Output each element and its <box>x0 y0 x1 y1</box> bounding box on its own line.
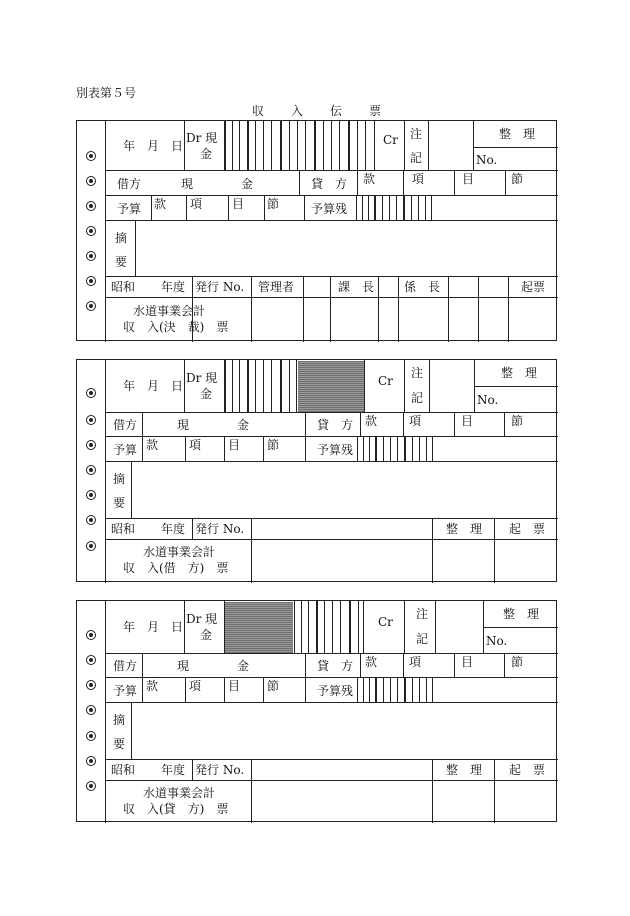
summary-label-2: 要 <box>115 255 128 269</box>
budget-kan-label: 款 <box>146 438 159 452</box>
cash-label: 現 金 <box>177 659 250 673</box>
note-label-2: 記 <box>411 391 424 405</box>
debit-cash-label-2: 金 <box>200 387 213 401</box>
fiscal-year-label: 年度 <box>161 280 186 294</box>
setsu-label: 節 <box>511 172 524 186</box>
binding-hole-icon <box>86 440 96 450</box>
binding-hole-icon <box>86 731 96 741</box>
kan-label: 款 <box>363 172 376 186</box>
debit-label: 借方 <box>117 177 142 191</box>
manager-label: 管理者 <box>258 280 295 294</box>
binding-hole-icon <box>86 756 96 766</box>
budget-label: 予算 <box>117 202 142 216</box>
moku-label: 目 <box>461 655 474 669</box>
kan-label: 款 <box>365 414 378 428</box>
binding-hole-icon <box>86 490 96 500</box>
budget-label: 予算 <box>113 684 138 698</box>
note-label-1: 注 <box>411 366 424 380</box>
budget-kan-label: 款 <box>154 197 167 211</box>
document-title: 収 入 伝 票 <box>252 104 383 118</box>
issue-number-label: 発行 No. <box>195 280 245 294</box>
seiri-footer-label: 整 理 <box>446 763 483 777</box>
date-label: 年 月 日 <box>123 379 184 393</box>
credit-label: Cr <box>378 374 393 388</box>
summary-label-1: 摘 <box>113 472 126 486</box>
budget-kou-label: 項 <box>189 679 202 693</box>
note-label-2: 記 <box>410 151 423 165</box>
binding-hole-icon <box>86 465 96 475</box>
summary-label-2: 要 <box>113 496 126 510</box>
seiri-label: 整 理 <box>499 127 536 141</box>
kou-label: 項 <box>409 655 422 669</box>
debit-cash-label-2: 金 <box>200 628 213 642</box>
cash-label: 現 金 <box>177 418 250 432</box>
budget-kan-label: 款 <box>146 679 159 693</box>
binding-hole-icon <box>86 515 96 525</box>
budget-setsu-label: 節 <box>267 438 280 452</box>
binding-hole-icon <box>86 705 96 715</box>
binding-hole-icon <box>86 226 96 236</box>
fiscal-year-label: 年度 <box>161 522 186 536</box>
showa-label: 昭和 <box>111 763 136 777</box>
binding-hole-icon <box>86 201 96 211</box>
receipt-form-credit <box>76 600 557 822</box>
drafter-label: 起 票 <box>509 763 546 777</box>
setsu-label: 節 <box>511 414 524 428</box>
binding-hole-icon <box>86 655 96 665</box>
binding-hole-icon <box>86 301 96 311</box>
date-label: 年 月 日 <box>123 139 184 153</box>
binding-hole-icon <box>86 781 96 791</box>
budget-remaining-label: 予算残 <box>311 202 348 216</box>
budget-moku-label: 目 <box>232 197 245 211</box>
number-label: No. <box>476 153 498 167</box>
water-works-label: 水道事業会計 <box>143 545 216 559</box>
credit-label-row: 貸 方 <box>317 418 354 432</box>
debit-label: 借方 <box>113 659 138 673</box>
form-number-label: 別表第５号 <box>76 86 137 100</box>
budget-label: 予算 <box>113 443 138 457</box>
debit-cash-label-2: 金 <box>200 147 213 161</box>
slip-type-label: 収 入(貸 方) 票 <box>123 802 229 816</box>
showa-label: 昭和 <box>111 280 136 294</box>
date-label: 年 月 日 <box>123 620 184 634</box>
moku-label: 目 <box>461 414 474 428</box>
setsu-label: 節 <box>511 655 524 669</box>
credit-label: Cr <box>383 133 398 147</box>
summary-label-2: 要 <box>113 737 126 751</box>
budget-setsu-label: 節 <box>267 197 280 211</box>
debit-label: 借方 <box>113 418 138 432</box>
credit-label: Cr <box>378 615 393 629</box>
section-chief-label: 課 長 <box>338 280 375 294</box>
debit-cash-label: Dr 現 <box>186 612 218 626</box>
number-label: No. <box>486 634 508 648</box>
fiscal-year-label: 年度 <box>161 763 186 777</box>
budget-setsu-label: 節 <box>267 679 280 693</box>
budget-kou-label: 項 <box>189 438 202 452</box>
kou-label: 項 <box>412 172 425 186</box>
note-label-1: 注 <box>410 127 423 141</box>
summary-label-1: 摘 <box>115 231 128 245</box>
water-works-label: 水道事業会計 <box>143 786 216 800</box>
kan-label: 款 <box>365 655 378 669</box>
note-label-1: 注 <box>416 607 429 621</box>
number-label: No. <box>477 393 499 407</box>
binding-hole-icon <box>86 176 96 186</box>
binding-hole-icon <box>86 680 96 690</box>
receipt-form-decision <box>76 120 557 341</box>
budget-remaining-label: 予算残 <box>317 684 354 698</box>
binding-hole-icon <box>86 276 96 286</box>
seiri-label: 整 理 <box>501 366 538 380</box>
budget-remaining-label: 予算残 <box>317 443 354 457</box>
summary-label-1: 摘 <box>113 713 126 727</box>
budget-moku-label: 目 <box>228 679 241 693</box>
binding-hole-icon <box>86 388 96 398</box>
seiri-label: 整 理 <box>503 607 540 621</box>
credit-label-row: 貸 方 <box>317 659 354 673</box>
drafter-label: 起 票 <box>509 522 546 536</box>
credit-label-row: 貸 方 <box>311 177 348 191</box>
seiri-footer-label: 整 理 <box>446 522 483 536</box>
debit-cash-label: Dr 現 <box>186 131 218 145</box>
slip-type-label: 収 入(借 方) 票 <box>123 561 229 575</box>
binding-hole-icon <box>86 151 96 161</box>
kou-label: 項 <box>409 414 422 428</box>
moku-label: 目 <box>462 172 475 186</box>
shaded-block <box>298 361 364 412</box>
drafter-label: 起票 <box>521 280 546 294</box>
debit-cash-label: Dr 現 <box>186 371 218 385</box>
slip-type-label: 収 入(決 裁) 票 <box>123 320 229 334</box>
issue-number-label: 発行 No. <box>195 522 245 536</box>
budget-kou-label: 項 <box>190 197 203 211</box>
binding-hole-icon <box>86 541 96 551</box>
shaded-block <box>225 602 293 653</box>
subsection-chief-label: 係 長 <box>404 280 441 294</box>
issue-number-label: 発行 No. <box>195 763 245 777</box>
water-works-label: 水道事業会計 <box>133 304 206 318</box>
cash-label: 現 金 <box>181 177 254 191</box>
note-label-2: 記 <box>416 632 429 646</box>
showa-label: 昭和 <box>111 522 136 536</box>
binding-hole-icon <box>86 251 96 261</box>
receipt-form-debit <box>76 359 557 582</box>
binding-hole-icon <box>86 630 96 640</box>
binding-hole-icon <box>86 415 96 425</box>
budget-moku-label: 目 <box>228 438 241 452</box>
